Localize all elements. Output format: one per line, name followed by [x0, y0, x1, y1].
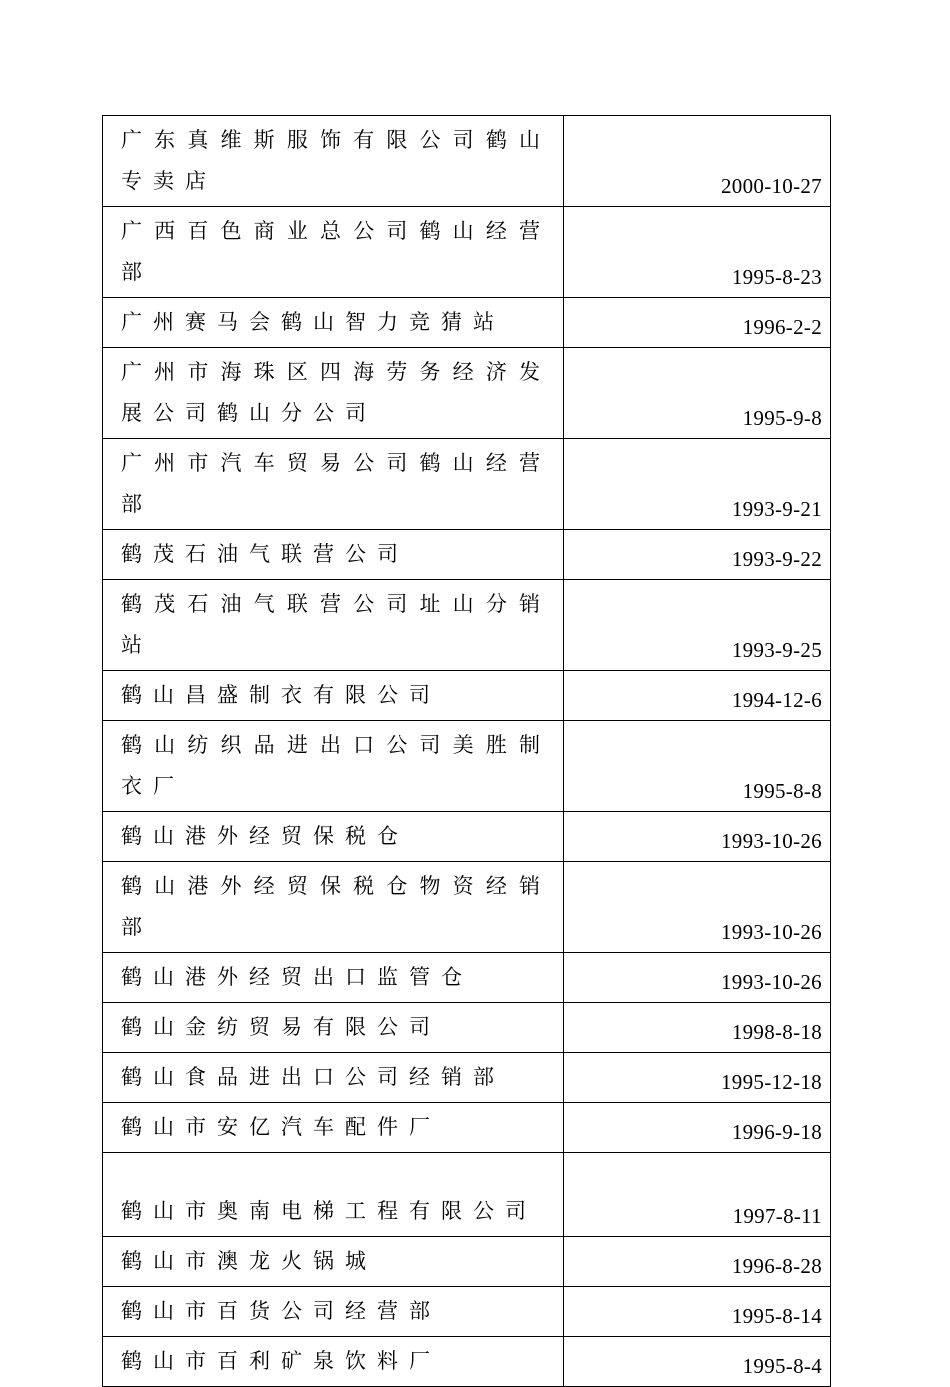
company-name-cell: 鹤山食品进出口公司经销部 [103, 1053, 564, 1103]
table-row [103, 953, 831, 1003]
registration-date-cell: 1997-8-11 [564, 1153, 831, 1237]
registration-date-cell: 1995-8-23 [564, 207, 831, 298]
company-name-cell: 鹤山市百货公司经营部 [103, 1287, 564, 1337]
table-row [103, 1287, 831, 1337]
company-name-cell: 鹤山昌盛制衣有限公司 [103, 671, 564, 721]
table-row [103, 348, 831, 439]
company-name-cell: 鹤山市奥南电梯工程有限公司 [103, 1153, 564, 1237]
company-registry-table [102, 115, 831, 1387]
registration-date-cell: 1995-9-8 [564, 348, 831, 439]
registration-date-cell: 1993-10-26 [564, 812, 831, 862]
table-row [103, 1103, 831, 1153]
company-name-cell: 鹤山港外经贸保税仓物资经销部 [103, 862, 564, 953]
company-name-cell: 广西百色商业总公司鹤山经营部 [103, 207, 564, 298]
registration-date-cell: 1995-8-8 [564, 721, 831, 812]
company-name-cell: 广州市海珠区四海劳务经济发展公司鹤山分公司 [103, 348, 564, 439]
registration-date-cell: 1995-12-18 [564, 1053, 831, 1103]
table-row [103, 207, 831, 298]
company-name-cell: 鹤茂石油气联营公司 [103, 530, 564, 580]
registration-date-cell: 1996-8-28 [564, 1237, 831, 1287]
table-row [103, 1053, 831, 1103]
company-name-cell: 鹤山纺织品进出口公司美胜制衣厂 [103, 721, 564, 812]
table-row [103, 721, 831, 812]
table-row [103, 1153, 831, 1237]
company-name-cell: 广州赛马会鹤山智力竞猜站 [103, 298, 564, 348]
company-name-cell: 鹤山港外经贸保税仓 [103, 812, 564, 862]
table-row [103, 1237, 831, 1287]
registration-date-cell: 1994-12-6 [564, 671, 831, 721]
company-name-cell: 广州市汽车贸易公司鹤山经营部 [103, 439, 564, 530]
table-row [103, 439, 831, 530]
registration-date-cell: 1996-2-2 [564, 298, 831, 348]
company-name-cell: 鹤山市百利矿泉饮料厂 [103, 1337, 564, 1387]
table-row [103, 671, 831, 721]
company-name-cell: 鹤山港外经贸出口监管仓 [103, 953, 564, 1003]
table-row [103, 298, 831, 348]
table-row [103, 812, 831, 862]
registration-date-cell: 1995-8-14 [564, 1287, 831, 1337]
table-row [103, 1337, 831, 1387]
registration-date-cell: 2000-10-27 [564, 116, 831, 207]
registration-date-cell: 1993-9-21 [564, 439, 831, 530]
registry-table-body [103, 116, 831, 1387]
table-row [103, 862, 831, 953]
registration-date-cell: 1996-9-18 [564, 1103, 831, 1153]
company-name-cell: 鹤山金纺贸易有限公司 [103, 1003, 564, 1053]
table-row [103, 580, 831, 671]
table-row [103, 116, 831, 207]
company-name-cell: 鹤茂石油气联营公司址山分销站 [103, 580, 564, 671]
registration-date-cell: 1993-10-26 [564, 953, 831, 1003]
registration-date-cell: 1995-8-4 [564, 1337, 831, 1387]
registration-date-cell: 1993-9-25 [564, 580, 831, 671]
registration-date-cell: 1993-10-26 [564, 862, 831, 953]
company-name-cell: 广东真维斯服饰有限公司鹤山专卖店 [103, 116, 564, 207]
company-name-cell: 鹤山市安亿汽车配件厂 [103, 1103, 564, 1153]
registration-date-cell: 1998-8-18 [564, 1003, 831, 1053]
table-row [103, 530, 831, 580]
table-row [103, 1003, 831, 1053]
registration-date-cell: 1993-9-22 [564, 530, 831, 580]
company-name-cell: 鹤山市澳龙火锅城 [103, 1237, 564, 1287]
